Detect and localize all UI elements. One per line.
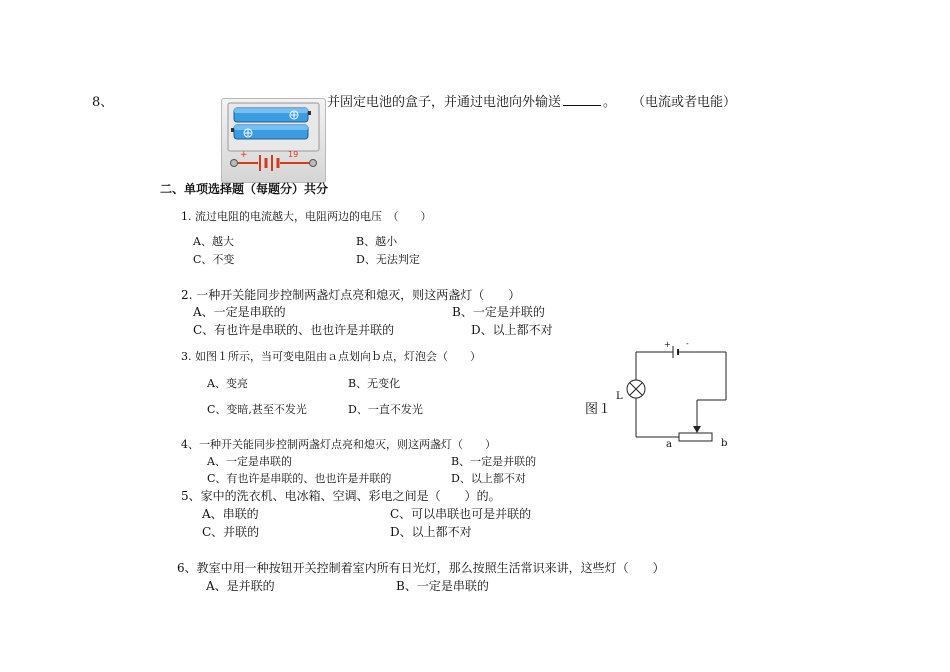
- question-4-option-a[interactable]: A、一定是串联的: [207, 455, 292, 468]
- question-2-option-d[interactable]: D、以上都不对: [471, 323, 553, 337]
- question-4-stem: 4、一种开关能同步控制两盏灯点亮和熄灭，则这两盏灯（ ）: [181, 438, 496, 451]
- battery-minus-label: -: [686, 339, 689, 348]
- question-1-option-a[interactable]: A、越大: [193, 235, 234, 248]
- question-5-option-d[interactable]: D、以上都不对: [390, 525, 472, 539]
- question-2-stem: 2. 一种开关能同步控制两盏灯点亮和熄灭，则这两盏灯（ ）: [181, 288, 521, 302]
- question-8-stem: 并固定电池的盒子，并通过电池向外输送: [327, 95, 562, 110]
- section-heading: 二、单项选择题（每题分）共分: [160, 182, 329, 196]
- battery-box-illustration: [222, 99, 325, 182]
- battery-box-image: [221, 98, 326, 183]
- question-6-option-b[interactable]: B、一定是串联的: [396, 579, 489, 593]
- question-3-option-b[interactable]: B、无变化: [348, 377, 401, 390]
- question-3-option-d[interactable]: D、一直不发光: [348, 403, 423, 416]
- question-3-option-a[interactable]: A、变亮: [207, 377, 248, 390]
- question-8-suffix: 。: [603, 95, 617, 110]
- question-5-option-c1[interactable]: C、可以串联也可是并联的: [390, 507, 532, 521]
- question-1-option-b[interactable]: B、越小: [356, 235, 398, 248]
- question-5-option-a[interactable]: A、串联的: [202, 507, 259, 521]
- slider-arrow: [693, 426, 701, 433]
- question-8-hint: （电流或者电能）: [632, 95, 737, 110]
- question-1-stem: 1. 流过电阻的电流越大，电阻两边的电压 （ ）: [181, 210, 432, 223]
- question-6-option-a[interactable]: A、是并联的: [206, 579, 275, 593]
- question-6-stem: 6、教室中用一种按钮开关控制着室内所有日光灯，那么按照生活常识来讲，这些灯（ ）: [177, 561, 665, 575]
- question-4-option-d[interactable]: D、以上都不对: [451, 472, 526, 485]
- battery-image-number: 19: [288, 150, 299, 159]
- figure-1-caption: 图１: [585, 402, 612, 417]
- battery-plus-label: +: [664, 340, 671, 349]
- question-2-option-c[interactable]: C、有也许是串联的、也也许是并联的: [193, 323, 395, 337]
- question-5-option-c2[interactable]: C、并联的: [202, 525, 260, 539]
- lamp-label: L: [616, 391, 623, 402]
- rheostat-point-a: a: [666, 439, 672, 450]
- question-4-option-c[interactable]: C、有也许是串联的、也也许是并联的: [207, 472, 392, 485]
- question-5-stem: 5、家中的洗衣机、电冰箱、空调、彩电之间是（ ）的。: [181, 489, 501, 503]
- question-2-option-a[interactable]: A、一定是串联的: [193, 305, 286, 319]
- rheostat-point-b: b: [721, 438, 728, 449]
- answer-blank[interactable]: [563, 93, 601, 106]
- rheostat-resistor: [679, 433, 712, 441]
- question-4-option-b[interactable]: B、一定是并联的: [451, 455, 537, 468]
- question-2-option-b[interactable]: B、一定是并联的: [452, 305, 545, 319]
- question-8-text: [327, 91, 616, 110]
- question-1-option-c[interactable]: C、不变: [193, 253, 235, 266]
- question-3-stem: 3. 如图１所示，当可变电阻由ａ点划向ｂ点，灯泡会（ ）: [181, 350, 481, 363]
- question-8-number: 8、: [92, 95, 114, 110]
- question-1-option-d[interactable]: D、无法判定: [356, 253, 420, 266]
- svg-text:+: +: [240, 150, 248, 160]
- question-3-option-c[interactable]: C、变暗,甚至不发光: [207, 403, 307, 416]
